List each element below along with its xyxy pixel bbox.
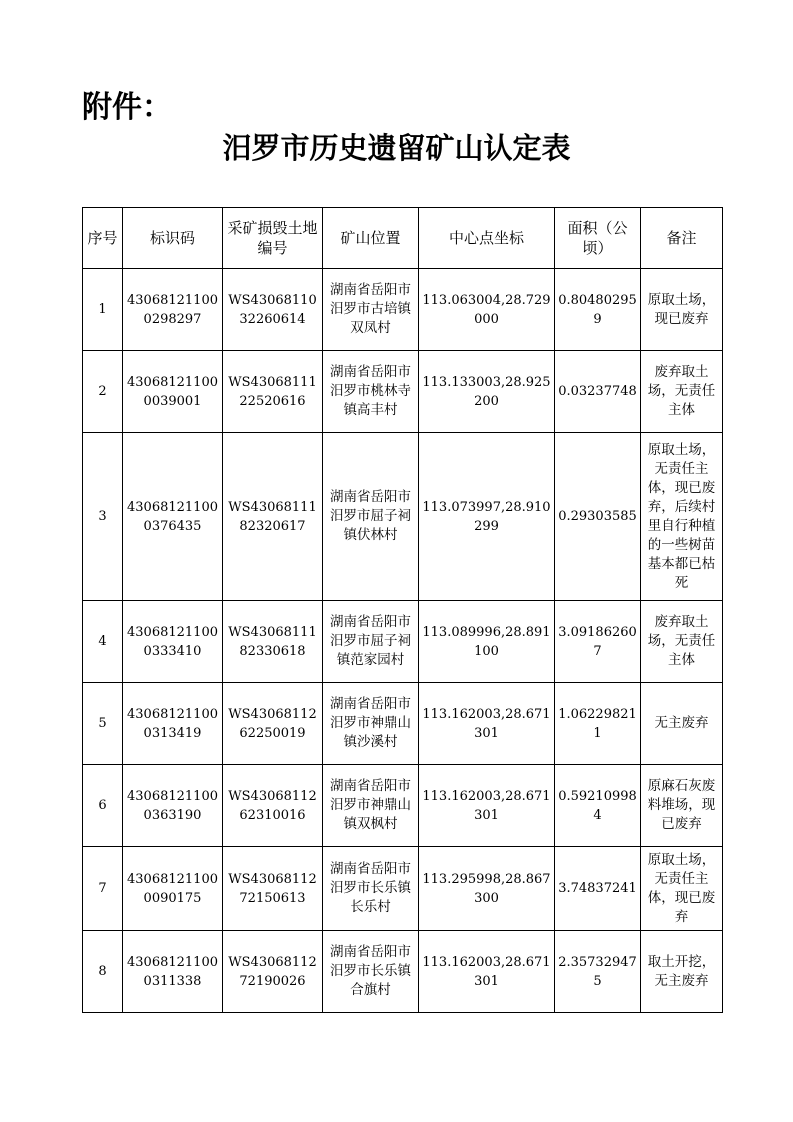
cell-area: 0.804802959 [555, 269, 641, 351]
table-row [83, 269, 723, 351]
cell-id-code: 430681211000333410 [123, 601, 223, 683]
cell-damage-no: WS4306811182320617 [223, 433, 323, 601]
cell-remark: 原取土场，现已废弃 [641, 269, 723, 351]
table-row [83, 601, 723, 683]
cell-coordinates: 113.063004,28.729000 [419, 269, 555, 351]
table-row [83, 931, 723, 1013]
cell-area: 0.03237748 [555, 351, 641, 433]
header-cell: 标识码 [123, 208, 223, 269]
cell-damage-no: WS4306811262310016 [223, 765, 323, 847]
cell-remark: 原麻石灰废料堆场，现已废弃 [641, 765, 723, 847]
cell-coordinates: 113.133003,28.925200 [419, 351, 555, 433]
cell-area: 1.062298211 [555, 683, 641, 765]
cell-id-code: 430681211000039001 [123, 351, 223, 433]
cell-location: 湖南省岳阳市汨罗市屈子祠镇伏林村 [323, 433, 419, 601]
cell-location: 湖南省岳阳市汨罗市桃林寺镇高丰村 [323, 351, 419, 433]
cell-id-code: 430681211000090175 [123, 847, 223, 931]
header-cell: 面积（公顷） [555, 208, 641, 269]
attachment-label: 附件： [82, 90, 172, 125]
cell-coordinates: 113.073997,28.910299 [419, 433, 555, 601]
cell-damage-no: WS4306811182330618 [223, 601, 323, 683]
table-header-row [83, 208, 723, 269]
cell-remark: 废弃取土场，无责任主体 [641, 601, 723, 683]
header-cell: 序号 [83, 208, 123, 269]
cell-damage-no: WS4306811262250019 [223, 683, 323, 765]
table-row [83, 433, 723, 601]
cell-area: 2.357329475 [555, 931, 641, 1013]
cell-coordinates: 113.162003,28.671301 [419, 765, 555, 847]
cell-id-code: 430681211000311338 [123, 931, 223, 1013]
mine-table [82, 207, 723, 1013]
header-cell: 中心点坐标 [419, 208, 555, 269]
cell-location: 湖南省岳阳市汨罗市长乐镇合旗村 [323, 931, 419, 1013]
cell-coordinates: 113.089996,28.891100 [419, 601, 555, 683]
cell-seq: 8 [83, 931, 123, 1013]
cell-seq: 3 [83, 433, 123, 601]
cell-remark: 原取土场，无责任主体，现已废弃，后续村里自行种植的一些树苗基本都已枯死 [641, 433, 723, 601]
cell-area: 3.74837241 [555, 847, 641, 931]
cell-location: 湖南省岳阳市汨罗市屈子祠镇范家园村 [323, 601, 419, 683]
cell-seq: 2 [83, 351, 123, 433]
cell-coordinates: 113.295998,28.867300 [419, 847, 555, 931]
table-row [83, 683, 723, 765]
cell-area: 0.592109984 [555, 765, 641, 847]
cell-remark: 无主废弃 [641, 683, 723, 765]
cell-area: 3.091862607 [555, 601, 641, 683]
cell-remark: 原取土场，无责任主体，现已废弃 [641, 847, 723, 931]
cell-coordinates: 113.162003,28.671301 [419, 931, 555, 1013]
cell-damage-no: WS4306811272150613 [223, 847, 323, 931]
cell-remark: 废弃取土场，无责任主体 [641, 351, 723, 433]
cell-location: 湖南省岳阳市汨罗市神鼎山镇沙溪村 [323, 683, 419, 765]
header-cell: 采矿损毁土地编号 [223, 208, 323, 269]
cell-location: 湖南省岳阳市汨罗市神鼎山镇双枫村 [323, 765, 419, 847]
cell-damage-no: WS4306811122520616 [223, 351, 323, 433]
table-row [83, 847, 723, 931]
cell-id-code: 430681211000298297 [123, 269, 223, 351]
document-title: 汨罗市历史遗留矿山认定表 [222, 131, 571, 165]
header-cell: 矿山位置 [323, 208, 419, 269]
table-row [83, 765, 723, 847]
cell-seq: 6 [83, 765, 123, 847]
cell-id-code: 430681211000363190 [123, 765, 223, 847]
cell-location: 湖南省岳阳市汨罗市古培镇双凤村 [323, 269, 419, 351]
cell-id-code: 430681211000313419 [123, 683, 223, 765]
cell-area: 0.29303585 [555, 433, 641, 601]
cell-id-code: 430681211000376435 [123, 433, 223, 601]
cell-location: 湖南省岳阳市汨罗市长乐镇长乐村 [323, 847, 419, 931]
header-cell: 备注 [641, 208, 723, 269]
table-row [83, 351, 723, 433]
cell-damage-no: WS4306811032260614 [223, 269, 323, 351]
cell-coordinates: 113.162003,28.671301 [419, 683, 555, 765]
cell-seq: 1 [83, 269, 123, 351]
cell-seq: 7 [83, 847, 123, 931]
cell-seq: 5 [83, 683, 123, 765]
cell-damage-no: WS4306811272190026 [223, 931, 323, 1013]
cell-remark: 取土开挖，无主废弃 [641, 931, 723, 1013]
cell-seq: 4 [83, 601, 123, 683]
